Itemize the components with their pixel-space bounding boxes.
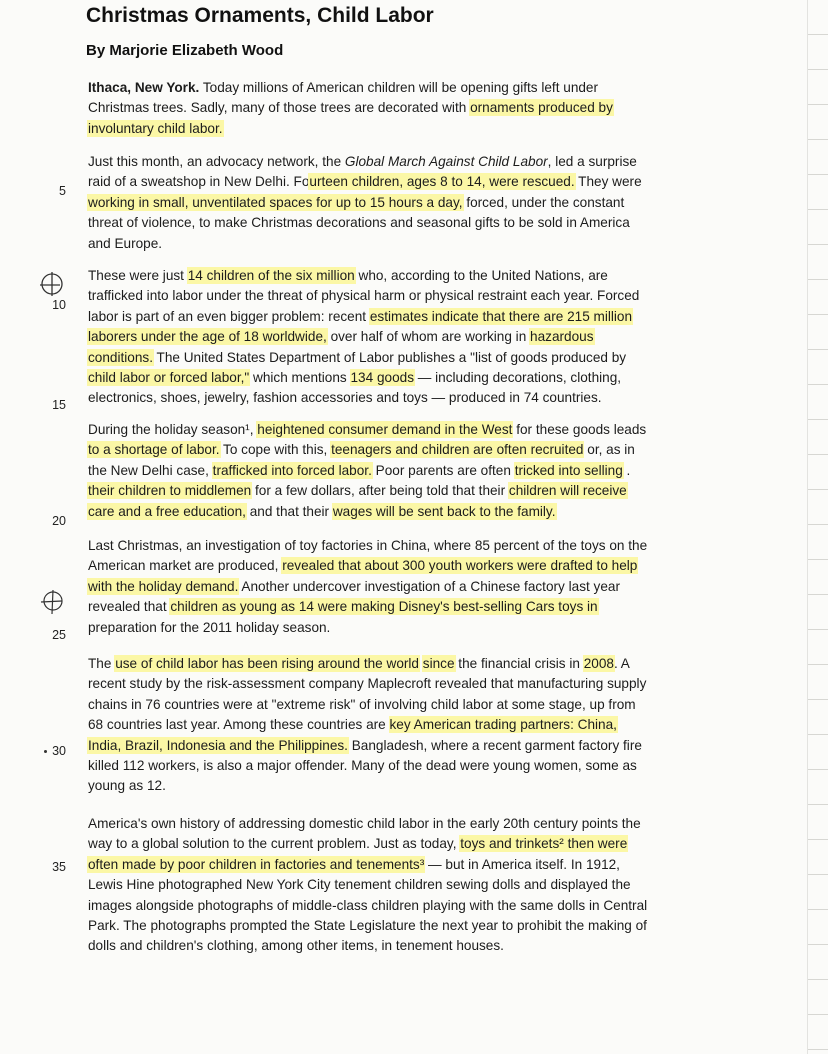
highlighted-text: key American trading partners: China,	[389, 717, 617, 733]
highlighted-text: wages will be sent back to the family.	[332, 503, 556, 519]
text-segment: for these goods leads	[512, 422, 647, 437]
text-segment: These were just	[88, 268, 188, 283]
highlighted-text: India, Brazil, Indonesia and the Philippines.	[88, 737, 348, 753]
paragraph-2	[88, 152, 688, 254]
highlighted-text: ornaments produced by	[470, 100, 613, 116]
highlighted-text: since	[422, 656, 455, 671]
text-segment: — but in America itself. In 1912,	[424, 856, 620, 872]
text-segment: Last Christmas, an investigation of toy factories in China, where 85 percent of the toys on the	[88, 538, 648, 553]
text-line	[88, 368, 688, 388]
highlighted-text: hazardous	[530, 329, 594, 345]
text-segment: which mentions	[249, 369, 351, 385]
text-line	[88, 556, 688, 576]
text-line	[88, 814, 688, 834]
highlighted-text: use of child labor has been rising around the world	[115, 656, 419, 671]
text-line	[88, 266, 688, 286]
text-line	[88, 461, 688, 481]
text-segment: electronics, shoes, jewelry, fashion accessories and toys — produced in 74 countries.	[88, 390, 602, 406]
text-line	[88, 172, 688, 192]
text-segment: for a few dollars, after being told that their	[251, 483, 509, 499]
text-line	[88, 234, 688, 254]
text-segment: young as 12.	[88, 778, 166, 794]
highlighted-text: working in small, unventilated spaces for up to 15 hours a day,	[88, 194, 463, 210]
highlighted-text: to a shortage of labor.	[88, 442, 220, 458]
line-number: 10	[52, 298, 66, 312]
circled-plus-mark-icon	[38, 270, 66, 298]
text-segment: who, according to the United Nations, are	[354, 268, 608, 283]
text-segment: chains in 76 countries were at "extreme risk" of involving child labor at some stage, up from	[88, 696, 636, 712]
text-line	[88, 119, 688, 139]
highlighted-text: child labor or forced labor,"	[88, 369, 250, 385]
text-segment: trafficked into labor under the threat of physical harm or physical restraint each year. Forced	[88, 288, 640, 304]
text-segment: Poor parents are often	[371, 462, 515, 478]
text-line	[88, 618, 688, 638]
text-line	[88, 502, 688, 522]
paragraph-4	[88, 420, 688, 522]
text-line	[88, 286, 688, 306]
text-segment: images alongside photographs of middle-class children playing with the same dolls in Central	[88, 897, 648, 913]
text-line	[88, 756, 688, 776]
text-line	[88, 834, 688, 854]
text-line	[88, 654, 688, 674]
text-line	[88, 327, 688, 347]
text-segment: labor is part of an even bigger problem: recent	[88, 308, 370, 324]
text-segment: Christmas trees. Sadly, many of those trees are decorated with	[88, 100, 471, 116]
text-line	[88, 420, 688, 440]
highlighted-text: with the holiday demand.	[88, 578, 239, 594]
text-segment: the financial crisis in	[454, 656, 584, 671]
highlighted-text: 2008	[583, 656, 614, 671]
text-segment: preparation for the 2011 holiday season.	[88, 619, 331, 635]
line-number: 30	[52, 744, 66, 758]
text-segment: American market are produced,	[88, 558, 283, 574]
text-line	[88, 875, 688, 895]
line-number: 35	[52, 860, 66, 874]
highlighted-text: trafficked into forced labor.	[212, 462, 372, 478]
paragraph-3	[88, 266, 688, 409]
highlighted-text: 134 goods	[350, 369, 414, 385]
text-line	[88, 536, 688, 556]
highlighted-text: laborers under the age of 18 worldwide,	[88, 329, 327, 345]
text-segment: Ithaca, New York.	[88, 80, 200, 95]
highlighted-text: tricked into selling	[514, 462, 623, 478]
text-line	[88, 78, 688, 98]
text-segment: revealed that	[88, 599, 171, 615]
text-segment: . A	[613, 656, 630, 671]
text-line	[88, 388, 688, 408]
text-line	[88, 695, 688, 715]
text-segment: Another undercover investigation of a Chinese factory last year	[238, 578, 620, 594]
highlighted-text: conditions.	[88, 349, 153, 365]
text-line	[88, 213, 688, 233]
paragraph-6	[88, 654, 688, 797]
text-segment: They were	[574, 174, 642, 190]
text-line	[88, 98, 688, 118]
text-segment: raid of a sweatshop in New Delhi. Fo	[88, 174, 310, 190]
text-segment: The	[88, 656, 116, 671]
text-line	[88, 152, 688, 172]
text-line	[88, 896, 688, 916]
text-line	[88, 577, 688, 597]
paragraph-5	[88, 536, 688, 638]
text-segment: and that their	[245, 503, 333, 519]
text-segment: dolls and children's clothing, among other items, in tenement houses.	[88, 938, 504, 954]
highlighted-text: heightened consumer demand in the West	[257, 422, 513, 437]
text-line	[88, 776, 688, 796]
highlighted-text: teenagers and children are often recruited	[331, 442, 584, 458]
text-segment: .	[622, 462, 631, 478]
text-line	[88, 674, 688, 694]
text-segment: To cope with this,	[219, 442, 332, 458]
text-segment: Lewis Hine photographed New York City tenement children sewing dolls and displayed the	[88, 877, 631, 893]
text-segment: 68 countries last year. Among these countries are	[88, 717, 390, 733]
line-number: 5	[59, 184, 66, 198]
paragraph-7	[88, 814, 688, 957]
text-segment: Global March Against Child Labor	[344, 154, 548, 169]
article-title: Christmas Ornaments, Child Labor	[86, 4, 434, 27]
highlighted-text: often made by poor children in factories and tenements³	[88, 856, 425, 872]
text-line	[88, 307, 688, 327]
line-number: 20	[52, 514, 66, 528]
paragraph-1	[88, 78, 688, 139]
highlighted-text: children as young as 14 were making Disney's best-selling Cars toys in	[170, 599, 598, 615]
text-line	[88, 916, 688, 936]
highlighted-text: estimates indicate that there are 215 million	[369, 308, 633, 324]
line-number: 15	[52, 398, 66, 412]
text-segment: Park. The photographs prompted the State Legislature the next year to prohibit the making of	[88, 917, 647, 933]
text-segment: over half of whom are working in	[326, 329, 531, 345]
text-segment: the New Delhi case,	[88, 462, 213, 478]
circled-plus-mark-icon	[38, 588, 66, 616]
article-byline: By Marjorie Elizabeth Wood	[86, 42, 284, 59]
highlighted-text: their children to middlemen	[88, 483, 252, 499]
highlighted-text: toys and trinkets² then were	[460, 836, 628, 852]
text-segment: The United States Department of Labor publishes a "list of goods produced by	[153, 349, 627, 365]
highlighted-text: 14 children of the six million	[187, 268, 355, 283]
text-line	[88, 736, 688, 756]
highlighted-text: involuntary child labor.	[88, 120, 223, 136]
highlighted-text: revealed that about 300 youth workers were drafted to help	[282, 558, 638, 574]
text-segment: way to a global solution to the current problem. Just as today,	[88, 836, 461, 852]
text-segment: , led a surprise	[547, 154, 637, 169]
line-number: 25	[52, 628, 66, 642]
text-line	[88, 855, 688, 875]
text-segment: threat of violence, to make Christmas decorations and seasonal gifts to be sold in America	[88, 215, 630, 231]
text-segment: and Europe.	[88, 235, 163, 251]
text-segment: — including decorations, clothing,	[414, 369, 622, 385]
highlighted-text: care and a free education,	[88, 503, 246, 519]
text-line	[88, 715, 688, 735]
text-line	[88, 597, 688, 617]
text-segment: killed 112 workers, is also a major offender. Many of the dead were young women, some as	[88, 757, 637, 773]
text-line	[88, 193, 688, 213]
text-segment: America's own history of addressing domestic child labor in the early 20th century points the	[88, 816, 641, 831]
text-line	[88, 440, 688, 460]
margin-dot	[44, 750, 47, 753]
text-line	[88, 936, 688, 956]
text-segment: Just this month, an advocacy network, the	[88, 154, 345, 169]
highlighted-text: children will receive	[508, 483, 627, 499]
text-segment: recent study by the risk-assessment company Maplecroft revealed that manufacturing supply	[88, 676, 647, 692]
text-segment: Today millions of American children will be opening gifts left under	[199, 80, 599, 95]
page-edge	[807, 0, 828, 1054]
highlighted-text: urteen children, ages 8 to 14, were rescued.	[309, 174, 575, 190]
text-segment: Bangladesh, where a recent garment factory fire	[347, 737, 642, 753]
text-segment: or, as in	[583, 442, 635, 458]
text-line	[88, 481, 688, 501]
text-line	[88, 348, 688, 368]
text-segment: During the holiday season¹,	[88, 422, 258, 437]
text-segment: forced, under the constant	[462, 194, 625, 210]
